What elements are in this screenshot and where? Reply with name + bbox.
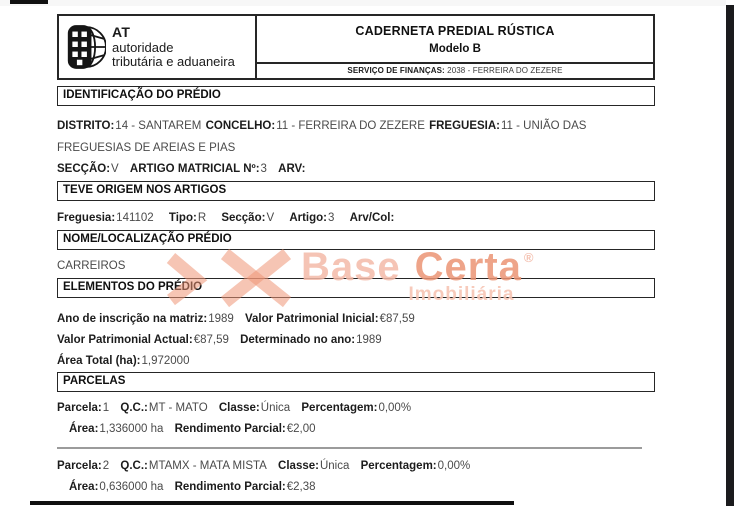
- document-body: [57, 14, 655, 498]
- seccao-value: V: [111, 163, 119, 175]
- concelho-label: CONCELHO:: [205, 120, 276, 132]
- artigo-matricial-value: 3: [260, 163, 267, 175]
- percentagem-label: Percentagem:: [360, 460, 437, 472]
- parcela-2-numero: 2: [102, 460, 110, 472]
- financas-office-line: [257, 62, 653, 78]
- section-teve-origem: TEVE ORIGEM NOS ARTIGOS: [57, 181, 655, 201]
- financas-office-label: SERVIÇO DE FINANÇAS:: [347, 66, 445, 75]
- section-identificacao-predio: IDENTIFICAÇÃO DO PRÉDIO: [57, 86, 655, 106]
- parcela-1-area-line: [57, 419, 655, 440]
- vp-actual-value: €87,59: [193, 334, 229, 346]
- parcela-label: Parcela:: [57, 402, 102, 414]
- section-elementos-predio: ELEMENTOS DO PRÉDIO: [57, 278, 655, 298]
- vp-inicial-value: €87,59: [379, 313, 415, 325]
- elementos-line-1: [57, 309, 655, 330]
- origem-seccao-value: V: [266, 212, 275, 224]
- scan-top-strip: [0, 0, 726, 6]
- origem-tipo-value: R: [197, 212, 207, 224]
- origem-freguesia-label: Freguesia:: [57, 212, 116, 224]
- parcela-1-classe: Única: [260, 402, 291, 414]
- section-nome-localizacao: NOME/LOCALIZAÇÃO PRÉDIO: [57, 230, 655, 250]
- parcela-1-rendimento: €2,00: [286, 423, 316, 435]
- watermark-word-base: Base: [301, 245, 401, 289]
- scan-top-edge-mark: [10, 0, 48, 4]
- seccao-label: SECÇÃO:: [57, 163, 111, 175]
- parcela-2-classe: Única: [319, 460, 350, 472]
- origem-artigo-label: Artigo:: [289, 212, 327, 224]
- area-label: Área:: [69, 423, 99, 435]
- freguesia-value: 11 - UNIÃO DAS FREGUESIAS DE AREIAS E PIAS: [57, 120, 587, 154]
- parcela-entry-1: [57, 398, 655, 440]
- document-title: CADERNETA PREDIAL RÚSTICA: [355, 23, 555, 38]
- identificacao-location-line: [57, 115, 655, 159]
- classe-label: Classe:: [278, 460, 319, 472]
- rendimento-label: Rendimento Parcial:: [174, 423, 286, 435]
- watermark-subtitle: Imobiliária: [408, 284, 515, 305]
- financas-office-value: 2038 - FERREIRA DO ZEZERE: [447, 66, 563, 75]
- artigo-matricial-label: ARTIGO MATRICIAL Nº:: [129, 163, 260, 175]
- parcela-2-rendimento: €2,38: [286, 481, 316, 493]
- classe-label: Classe:: [218, 402, 260, 414]
- ano-inscricao-label: Ano de inscrição na matriz:: [57, 313, 208, 325]
- percentagem-label: Percentagem:: [301, 402, 378, 414]
- parcela-1-area: 1,336000 ha: [99, 423, 164, 435]
- authority-acronym: AT: [112, 24, 131, 41]
- vp-actual-label: Valor Patrimonial Actual:: [57, 334, 193, 346]
- watermark-word-certa: Certa: [414, 245, 522, 289]
- at-authority-logo-icon: [66, 22, 106, 72]
- parcela-2-percentagem: 0,00%: [437, 460, 471, 472]
- origem-freguesia-value: 141102: [116, 212, 154, 224]
- parcela-divider: [57, 447, 642, 449]
- parcela-1-percentagem: 0,00%: [378, 402, 412, 414]
- parcela-2-area-line: [57, 477, 655, 498]
- parcela-2-qc: MTAMX - MATA MISTA: [148, 460, 267, 472]
- section-parcelas: PARCELAS: [57, 372, 655, 392]
- origem-arvcol-label: Arv/Col:: [349, 212, 395, 224]
- parcela-label: Parcela:: [57, 460, 102, 472]
- property-name-value: CARREIROS: [57, 260, 126, 272]
- title-area: [257, 16, 653, 62]
- ano-inscricao-value: 1989: [208, 313, 234, 325]
- determinado-ano-label: Determinado no ano:: [240, 334, 356, 346]
- tax-authority-name: [112, 25, 235, 68]
- document-title-block: [257, 16, 653, 78]
- qc-label: Q.C.:: [120, 402, 148, 414]
- elementos-line-2: [57, 330, 655, 351]
- determinado-ano-value: 1989: [356, 334, 382, 346]
- scan-right-edge-bar: [726, 5, 734, 506]
- parcela-2-area: 0,636000 ha: [99, 481, 164, 493]
- authority-name-line2: tributária e aduaneira: [112, 53, 235, 69]
- origem-tipo-label: Tipo:: [168, 212, 197, 224]
- authority-name-line1: autoridade: [112, 39, 174, 55]
- tax-authority-block: [59, 16, 257, 78]
- registered-mark-icon: ®: [523, 250, 535, 265]
- area-total-value: 1,972000: [141, 355, 190, 367]
- arv-label: ARV:: [278, 163, 306, 175]
- parcela-entry-2: [57, 456, 655, 498]
- elementos-line-3: [57, 351, 655, 372]
- parcela-1-numero: 1: [102, 402, 110, 414]
- rendimento-label: Rendimento Parcial:: [174, 481, 286, 493]
- document-header: [57, 14, 655, 80]
- origem-artigo-value: 3: [328, 212, 335, 224]
- distrito-value: 14 - SANTAREM: [115, 120, 202, 132]
- parcela-1-main-line: [57, 398, 655, 419]
- scan-bottom-edge-mark: [30, 501, 514, 505]
- parcela-2-main-line: [57, 456, 655, 477]
- concelho-value: 11 - FERREIRA DO ZEZERE: [276, 120, 425, 132]
- qc-label: Q.C.:: [120, 460, 148, 472]
- document-model: Modelo B: [429, 42, 481, 55]
- distrito-label: DISTRITO:: [57, 120, 115, 132]
- identificacao-matrix-line: [57, 159, 655, 180]
- vp-inicial-label: Valor Patrimonial Inicial:: [244, 313, 379, 325]
- parcela-1-qc: MT - MATO: [148, 402, 208, 414]
- origem-seccao-label: Secção:: [221, 212, 266, 224]
- origem-line: [57, 208, 655, 228]
- area-total-label: Área Total (ha):: [57, 355, 141, 367]
- freguesia-label: FREGUESIA:: [429, 120, 501, 132]
- area-label: Área:: [69, 481, 99, 493]
